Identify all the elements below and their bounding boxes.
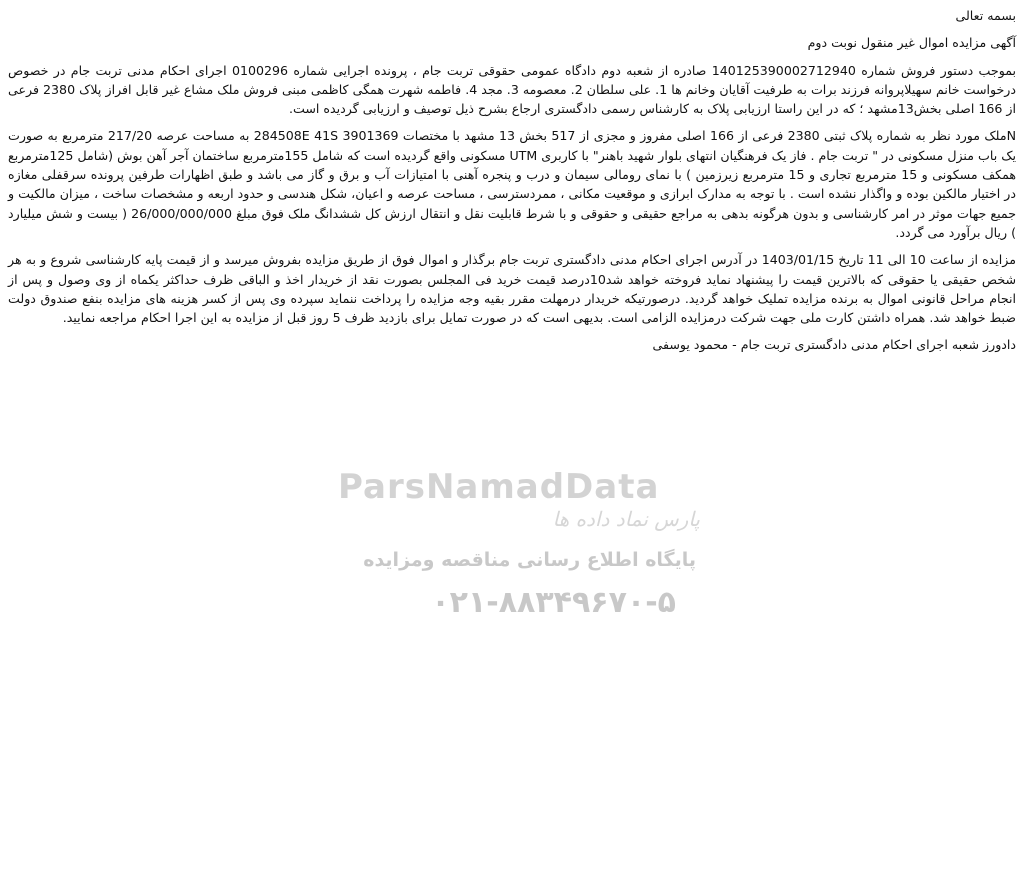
watermark-brand-script: پارس نماد داده ها bbox=[552, 507, 700, 531]
notice-title: آگهی مزایده اموال غیر منقول نوبت دوم bbox=[807, 35, 1016, 51]
publisher-watermark bbox=[320, 455, 720, 625]
auction-notice bbox=[8, 6, 1016, 355]
notice-paragraph-order: بموجب دستور فروش شماره 140125390002712940 صادره از شعبه دوم دادگاه عمومی حقوقی تربت جام ، پرونده اجرایی شماره 0100296 اجرای احکام مدنی تربت جام در خصوص درخواست خانم سهیلاپروانه فرزند برات به طرفیت آقایان وخانم ها 1. علی سلطان 2. معصومه 3. مجد 4. فاطمه شهرت همگی کاظمی مبنی فروش ملک مشاع غیر قابل افراز پلاک 2380 فرعی از 166 اصلی بخش13مشهد ؛ که در این راستا ارزیابی پلاک به کارشناس رسمی دادگستری ارجاع بشرح ذیل توصیف و ارزیابی گردیده است. bbox=[8, 62, 1017, 117]
basmala-heading: بسمه تعالی bbox=[955, 8, 1016, 23]
notice-signature: دادورز شعبه اجرای احکام مدنی دادگستری تربت جام - محمود یوسفی bbox=[652, 337, 1016, 353]
watermark-brand-latin: ParsNamadData bbox=[338, 467, 660, 507]
notice-paragraph-property: Nملک مورد نظر به شماره پلاک ثبتی 2380 فرعی از 166 اصلی مفروز و مجزی از 517 بخش 13 مشهد با مختصات 3901369 284508E 41S به مساحت عرصه 217/20 مترمربع به صورت یک باب منزل مسکونی در " تربت جام . فاز یک فرهنگیان انتهای بلوار شهید باهنر" با کاربری UTM مسکونی واقع گردیده است که شامل 155مترمربع ساختمان آجر آهن بوش (شامل 125مترمربع همکف مسکونی و 15 مترمربع تجاری و 15 مترمربع زیرزمین ) با نمای رومالی سیمان و درب و پنجره آهنی با امتیازات آب و برق و گاز می باشد و طبق اظهارات طرفین پرونده سرقفلی مغازه در اختیار مالکین بوده و واگذار نشده است . با توجه به مدارک ابرازی و موقعیت مکانی ، ممردسترسی ، مساحت عرصه و اعیان، شکل هندسی و حدود اربعه و مشخصات ساخت ، میزان مالکیت و جمیع جهات موثر در امر کارشناسی و بدون هرگونه بدهی به مراجع حقیقی و حقوقی و با شرط قابلیت نقل و انتقال ارزش کل ششدانگ ملک فوق مبلغ 26/000/000/000 ( بیست و شش میلیارد ) ریال برآورد می گردد. bbox=[8, 128, 1017, 240]
notice-paragraph-terms: مزایده از ساعت 10 الی 11 تاریخ 1403/01/15 در آدرس اجرای احکام مدنی دادگستری تربت جام برگذار و اموال فوق از طریق مزایده بفروش میرسد و از قیمت پایه کارشناسی شروع و به هر شخص حقیقی یا حقوقی که بالاترین قیمت را پیشنهاد نماید فروخته خواهد شد10درصد قیمت خرید فی المجلس بصورت نقد از خریدار اخذ و الباقی ظرف حداکثر یکماه از وی وصول و پس از انجام مراحل قانونی اموال به برنده مزایده تملیک خواهد گردید. درصورتیکه خریدار درمهلت مقرر بقیه وجه مزایده را پرداخت ننماید سپرده وی پس از کسر هزینه های مزایده بنفع صندوق دولت ضبط خواهد شد. همراه داشتن کارت ملی جهت شرکت درمزایده الزامی است. بدیهی است که در صورت تمایل برای بازدید ظرف 5 روز قبل از مزایده به این اجرا احکام مراجعه نمایید. bbox=[8, 252, 1017, 326]
watermark-tagline: پایگاه اطلاع رسانی مناقصه ومزایده bbox=[363, 549, 696, 571]
watermark-phone: ۰۲۱-۸۸۳۴۹۶۷۰-۵ bbox=[431, 585, 676, 620]
